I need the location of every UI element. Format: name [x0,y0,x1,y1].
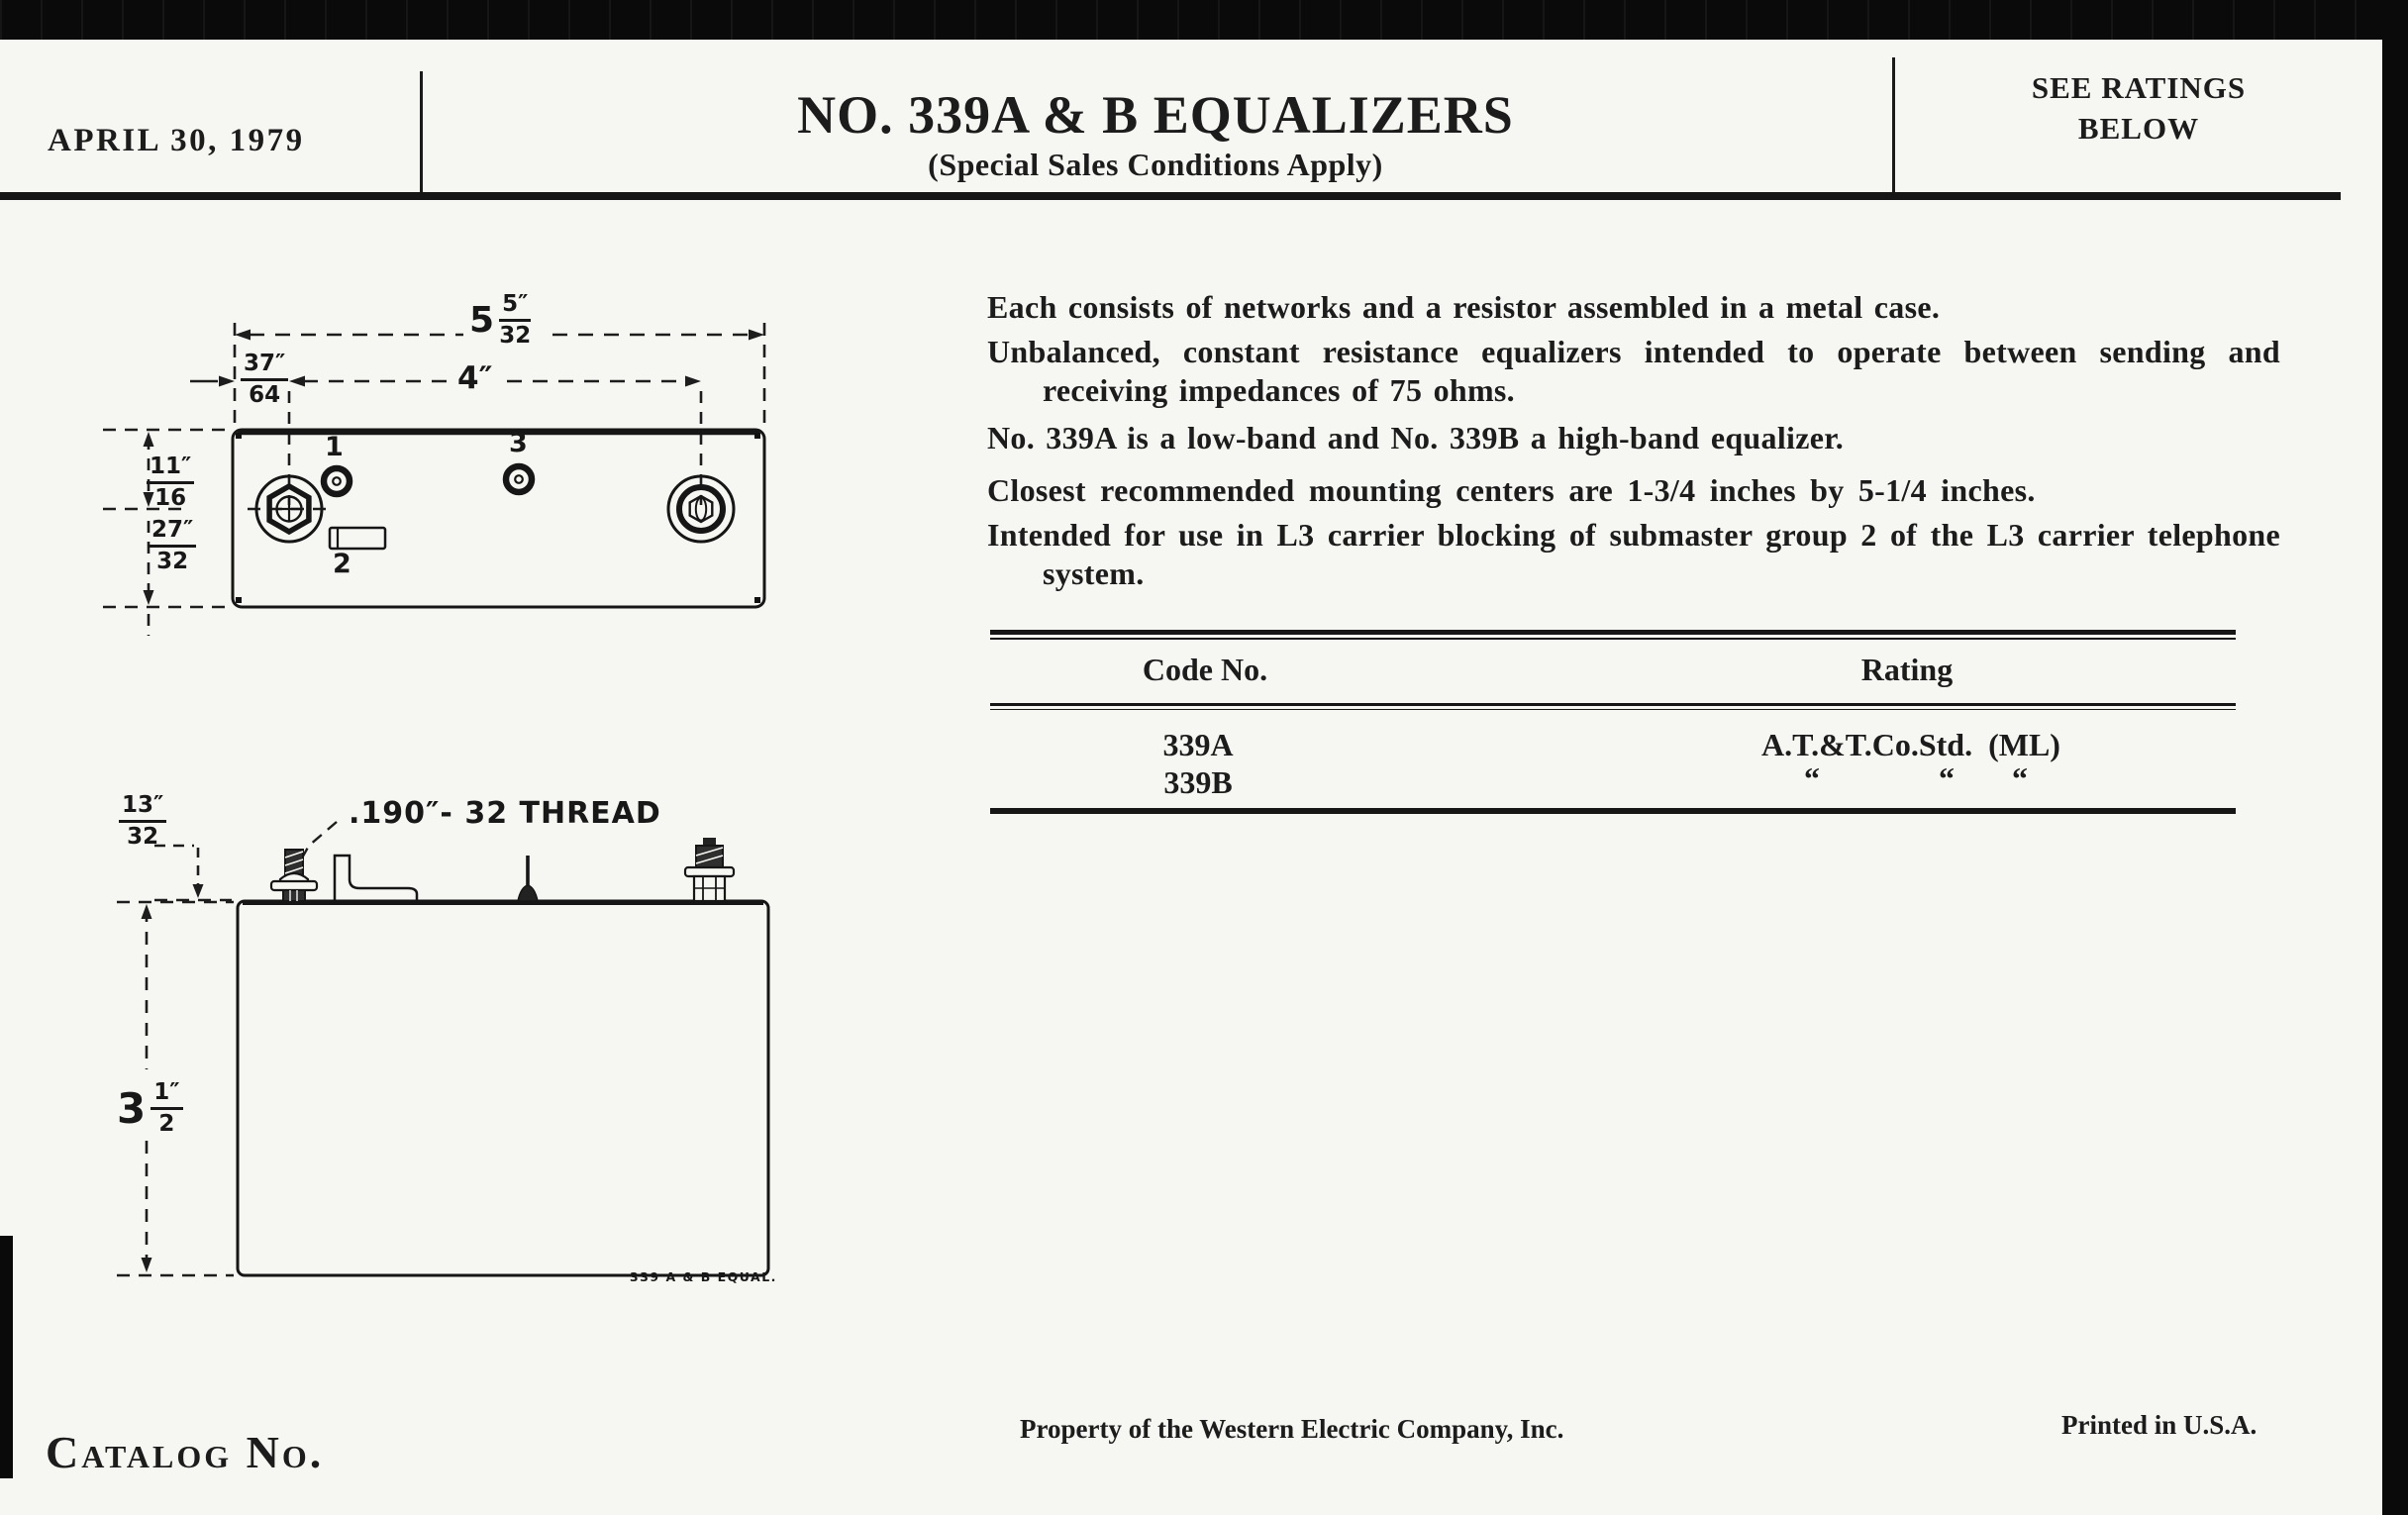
property-note: Property of the Western Electric Company, Inc. [1020,1414,1564,1444]
ratings-note-line2: BELOW [2077,111,2200,146]
table-rule-top-echo [990,638,2236,640]
table-rule-header [990,703,2236,706]
printed-note: Printed in U.S.A. [2061,1410,2258,1440]
ditto-mark: “ [1804,760,1820,796]
dim-top-to-center: $\frac{11''}{16}$ [147,455,194,510]
column-header-rating: Rating [1860,652,1954,687]
scan-border-left [0,1236,13,1478]
dim-overall-whole: 5 [469,299,495,341]
top-view-drawing [99,287,812,644]
terminal-2-label: 2 [333,549,351,579]
page-title: NO. 339A & B EQUALIZERS [797,85,1514,145]
mounting-hole-left [256,476,322,542]
dim-case-height-fraction: $\frac{1''}{2}$ [150,1081,182,1136]
ditto-mark: “ [1939,760,1955,796]
paragraph: Closest recommended mounting centers are 1-3/4 inches by 5-1/4 inches. [987,472,2036,508]
scan-border-top [0,0,2408,40]
header-rule [0,192,2341,200]
paragraph: Unbalanced, constant resistance equalizers intended to operate between sending and receiving impedances of 75 ohms. [987,334,2280,408]
table-rule-top [990,630,2236,635]
equalizer-case-side-view [238,901,768,1275]
ditto-mark: “ [2012,760,2028,796]
dim-edge-offset: $\frac{37''}{64}$ [241,353,288,407]
ratings-note-line1: SEE RATINGS [2031,70,2247,105]
threaded-stud-right [685,838,734,901]
dim-stud-height: $\frac{13''}{32}$ [119,794,166,849]
dim-overall-width [469,293,531,348]
table-cell-code: 339A [1162,727,1234,762]
drawing-stamp: 339 A & B EQUAL. [630,1269,777,1284]
mounting-hole-right [668,476,734,542]
header-divider-left [420,71,423,194]
ratings-note [1895,67,2382,149]
terminal-3 [506,466,532,492]
paragraph: No. 339A is a low-band and No. 339B a high-band equalizer. [987,420,1845,455]
dim-mounting-centers: 4″ [457,360,493,396]
dim-case-height [117,1081,183,1136]
threaded-stud-left [271,850,317,901]
paragraph: Each consists of networks and a resistor assembled in a metal case. [987,289,1941,325]
table-cell-code: 339B [1163,764,1233,800]
table-rule-header-echo [990,709,2236,710]
catalog-no-label: Catalog No. [46,1427,325,1477]
pin-terminal [518,856,538,901]
table-cell-rating: A.T.&T.Co.Std. (ML) [1761,727,2060,762]
dimension-arrows [144,330,765,606]
terminal-1-label: 1 [325,432,344,462]
table-rule-bottom [990,808,2236,814]
thread-spec-label: .190″- 32 THREAD [349,796,661,831]
dim-overall-fraction: $\frac{5''}{32}$ [499,291,532,349]
dimension-arrows [142,884,204,1272]
resistor-window-2 [330,528,385,549]
paragraph: Intended for use in L3 carrier blocking of submaster group 2 of the L3 carrier telephone system. [987,517,2280,591]
column-header-code: Code No. [1142,652,1268,687]
issue-date: APRIL 30, 1979 [48,123,305,158]
scan-border-right [2382,0,2408,1515]
terminal-1 [324,468,350,494]
dim-center-to-bottom: $\frac{27''}{32}$ [149,519,196,573]
side-view-drawing [99,772,812,1327]
dim-case-height-whole: 3 [117,1083,147,1133]
terminal-3-label: 3 [509,428,528,458]
page-subtitle: (Special Sales Conditions Apply) [928,147,1383,182]
mounting-bracket [335,856,417,901]
